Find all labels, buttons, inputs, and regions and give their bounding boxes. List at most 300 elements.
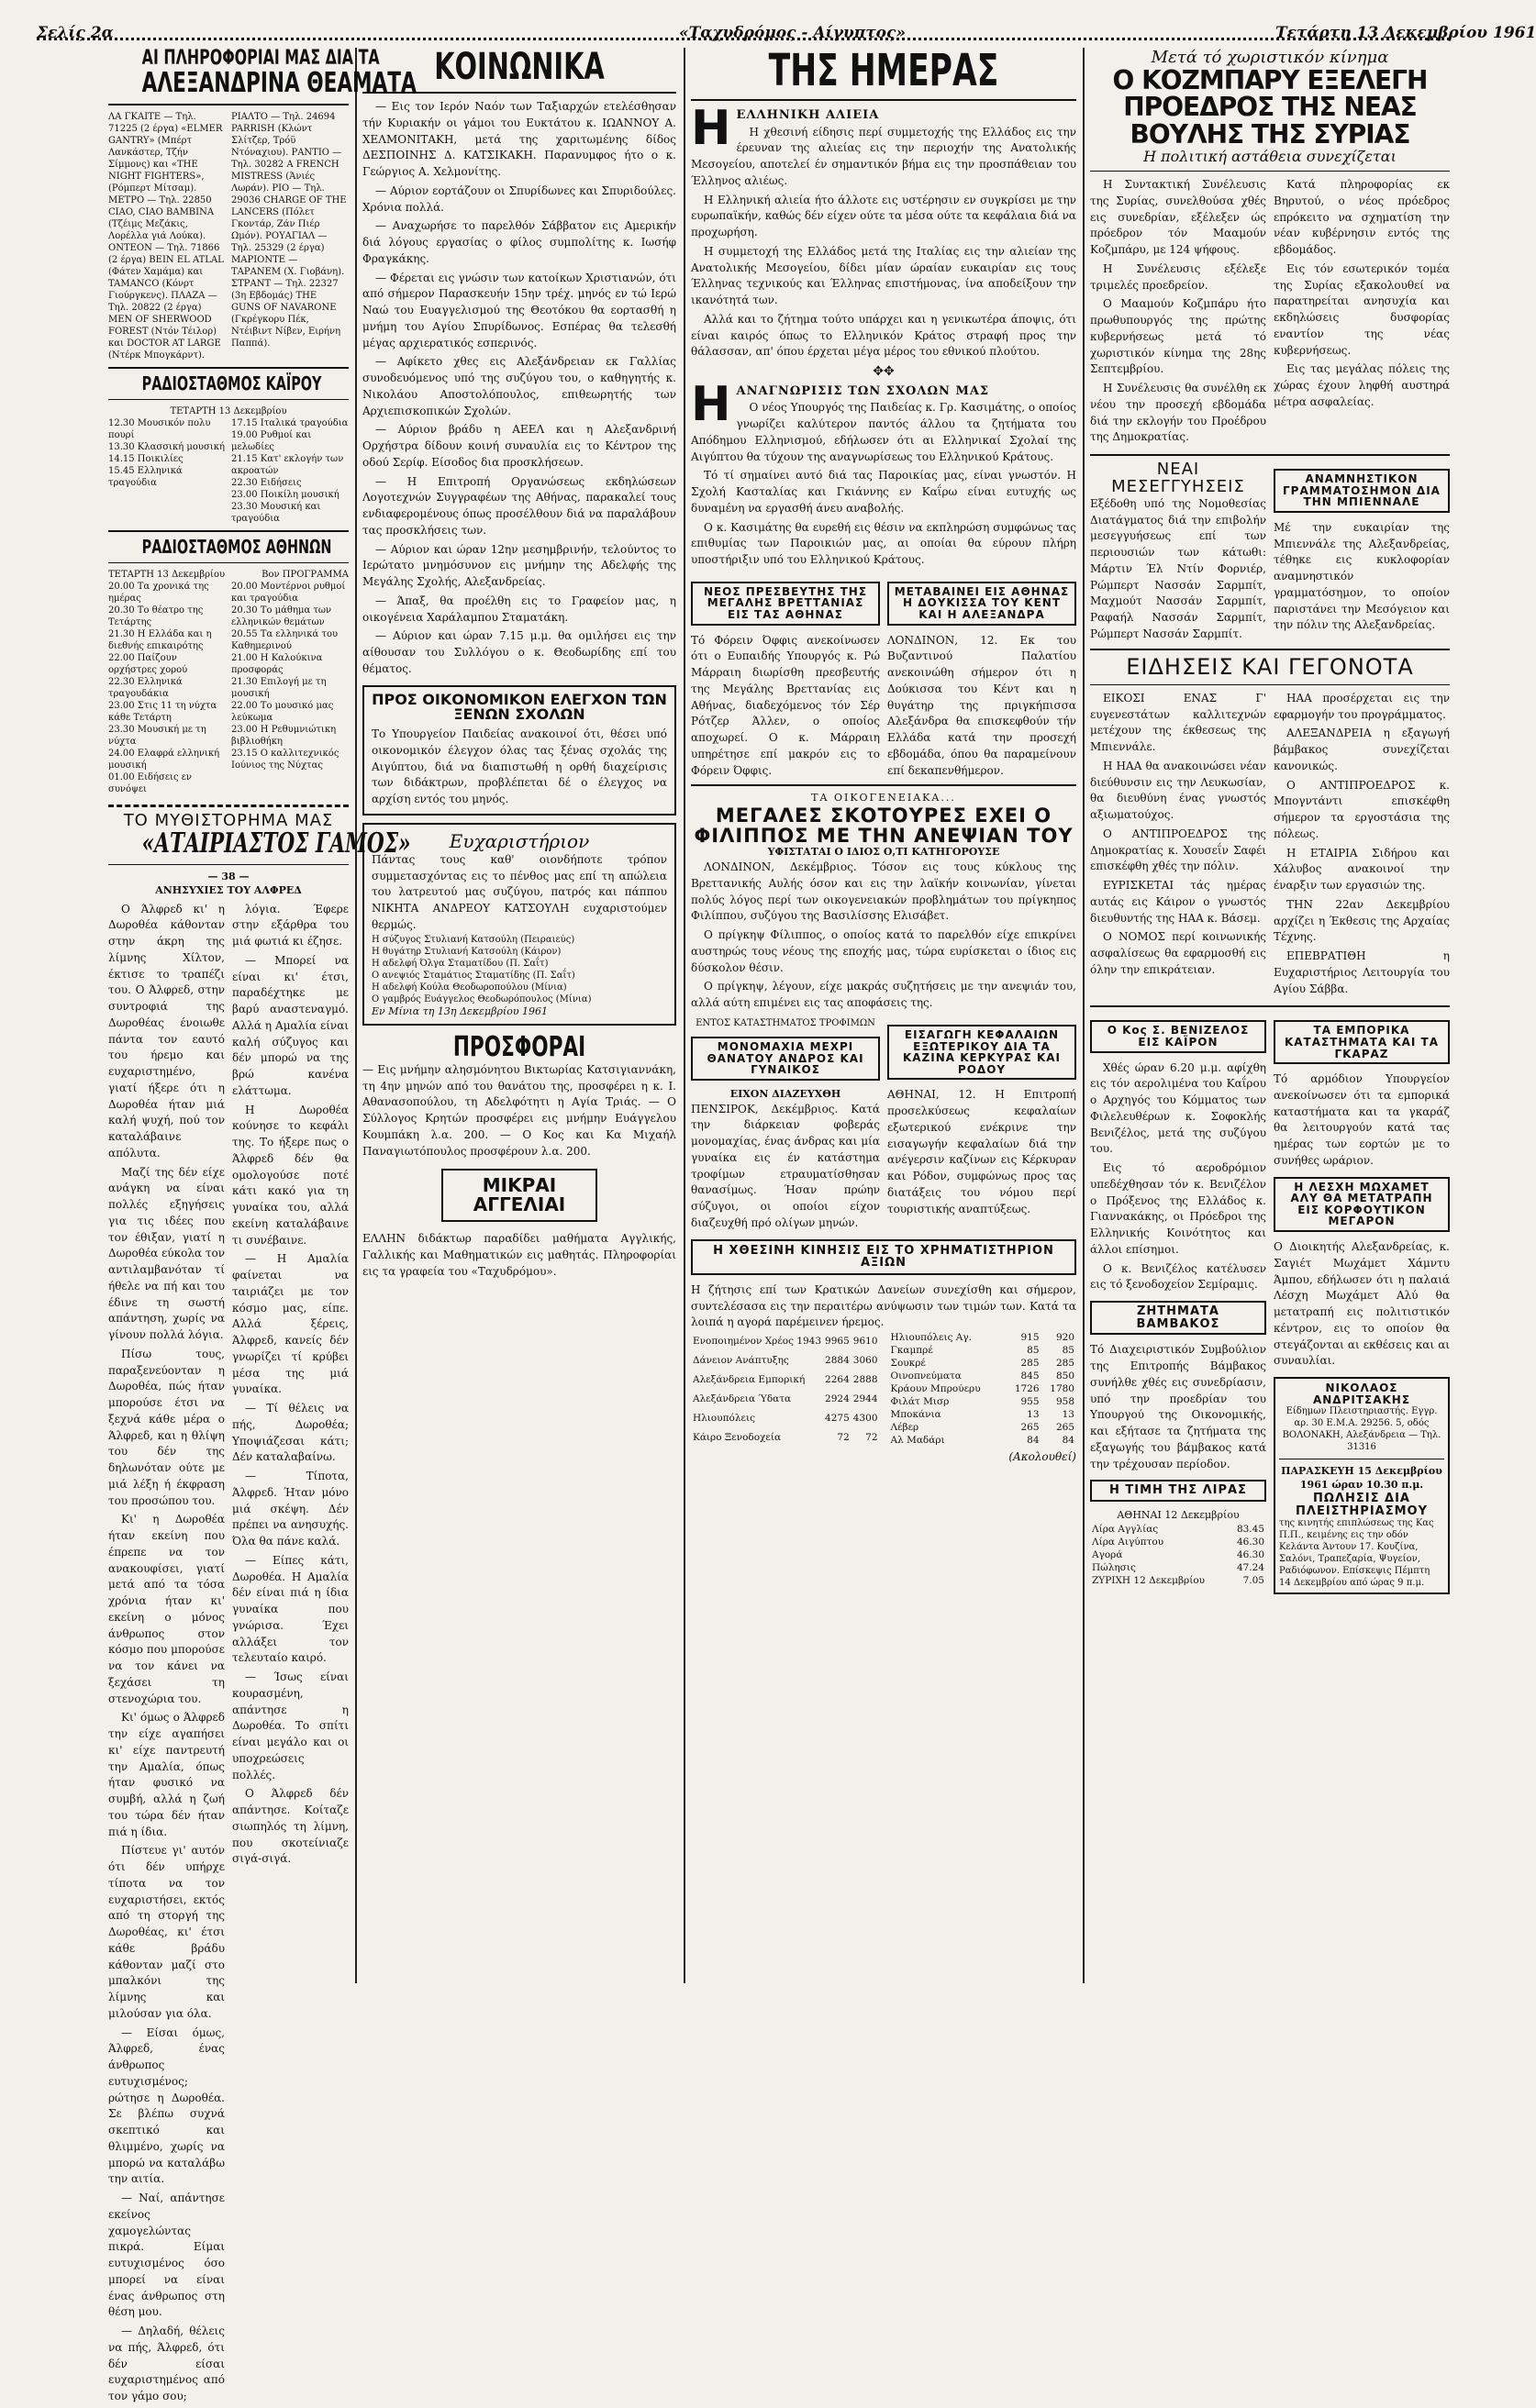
table-row: [1090, 1561, 1266, 1574]
thanks-signatory: Η σύζυγος Στυλιανή Κατσούλη (Πειραιεύς): [372, 934, 575, 945]
paragraph: — Αφίκετο χθες εις Αλεξάνδρειαν εκ Γαλλίας συνοδευόμενος υπό της συζύγου του, ο καθηγητής κ. Νικολάου Αποστολόπουλος, επιθεωρητής των Αρχιεπισκοπικών Σχολών.: [362, 355, 676, 417]
table-cell: 845: [1020, 1370, 1040, 1382]
small-ads-heading: ΜΙΚΡΑΙ ΑΓΓΕΛΙΑΙ: [473, 1174, 566, 1216]
schools-box: [362, 685, 676, 816]
thanks-box: [362, 823, 676, 1026]
paragraph: Κατά πληροφορίας εκ Βηρυτού, ο νέος πρόεδρος επρόκειτο να σχηματίση την νέαν κυβέρνησιν εντός της εβδομάδος.: [1274, 178, 1450, 257]
table-cell: Αλεξάνδρεια Εμπορική: [693, 1373, 806, 1385]
radio-program-item: 12.30 Μουσικόν πολυ πουρί: [108, 417, 211, 440]
paragraph: Ο Άλφρεδ δέν απάντησε. Κοίταζε σιωπηλός τη λίμνη, που σκοτείνιαζε σιγά-σιγά.: [232, 1787, 349, 1866]
stamp-text: Μέ την ευκαιρίαν της Μπιεννάλε της Αλεξανδρείας, τέθηκε εις κυκλοφορίαν αναμνηστικόν γραμματόσημον, το οποίον παριστάνει την Μεσόγειον και την πόλιν της Αλεξανδρείας.: [1274, 520, 1450, 632]
radio-program-item: 20.30 Το θέατρο της Τετάρτης: [108, 605, 204, 627]
venizelos-article: [1090, 1013, 1266, 1602]
table-cell: 85: [1027, 1345, 1040, 1357]
cairo-program-left: [108, 417, 226, 525]
column-divider: [1083, 48, 1085, 1983]
novel-part: — 38 —: [207, 870, 250, 882]
ambassador-article: [691, 574, 880, 780]
table-cell: 265: [1020, 1422, 1040, 1434]
athens-radio-program-label: Βον ΠΡΟΓΡΑΜΜΑ: [262, 569, 349, 580]
radio-program-item: 21.00 Η Καλούκινα προσφοράς: [231, 652, 323, 675]
cinema-heading-2: ΑΛΕΞΑΝΔΡΙΝΑ ΘΕΑΜΑΤΑ: [141, 67, 417, 100]
duchess-heading: ΜΕΤΑΒΑΙΝΕΙ ΕΙΣ ΑΘΗΝΑΣ Η ΔΟΥΚΙΣΣΑ ΤΟΥ ΚΕΝΤ ΚΑΙ Η ΑΛΕΞΑΝΔΡΑ: [894, 584, 1070, 622]
paragraph: Αλλά και το ζήτημα τούτο υπάρχει και η γενικωτέρα άποψις, ότι είναι καιρός όπως το Ελληνικόν Κράτος στραφή προς την θάλασσαν, απ' όπου έρχεται μέγα μέρος του εθνικού πλούτου.: [691, 312, 1076, 359]
paragraph: ΑΛΕΞΑΝΔΡΕΙΑ η εξαγωγή βάμβακος συνεχίζεται κανονικώς.: [1274, 727, 1450, 772]
table-cell: 46.30: [1236, 1536, 1264, 1548]
table-cell: Αλεξάνδρεια Ύδατα: [693, 1393, 792, 1404]
column-1: [108, 47, 417, 2403]
radio-program-item: 23.00 Η Ρεθυμνιώτικη βιβλιοθήκη: [231, 724, 337, 747]
table-row: [691, 1389, 880, 1408]
divider: [108, 864, 349, 865]
athens-radio-header: [108, 569, 349, 581]
table-row: [889, 1344, 1076, 1357]
paragraph: — Είπες κάτι, Δωροθέα. Η Αμαλία δέν είναι πιά η ίδια γυναίκα που γνώρισα. Έχει αλλάξει τον τελευταίο καιρό.: [232, 1553, 349, 1665]
table-cell: 46.30: [1236, 1548, 1264, 1560]
masthead-rule: [37, 38, 1450, 40]
paragraph: — Εις τον Ιερόν Ναόν των Ταξιαρχών ετελέσθησαν τήν Κυριακήν οι γάμοι του Ευκτάτου κ. ΙΩΑΝΝΟΥ Α. ΧΕΛΜΟΝΙΤΑΚΗ, μετά της χαριτωμένης δίδος ΔΕΣΠΟΙΝΗΣ Δ. ΚΑΤΣΙΚΑΚΗ. Παρανυμφος ήτο ο κ. Γεώργιος Α. Χελμονίτης.: [362, 100, 676, 178]
table-cell: 3060: [852, 1354, 878, 1366]
radio-program-item: 22.00 Παίζουν ορχήστρες χορού: [108, 652, 188, 675]
syria-body: [1090, 177, 1450, 449]
venizelos-text: [1090, 1060, 1266, 1294]
divider: [108, 399, 349, 400]
casino-box: [887, 1025, 1076, 1080]
paragraph: Εις τας μεγάλας πόλεις της χώρας έχουν ληφθή αυστηρά μέτρα ασφαλείας.: [1274, 362, 1450, 408]
casino-article: [887, 1017, 1076, 1232]
table-cell: 1726: [1014, 1383, 1040, 1395]
paragraph: — Μπορεί να είναι κι' έτσι, παραδέχτηκε με βαρύ αναστεναγμό. Αλλά η Αμαλία είναι καλή σύζυγος και δέν μπορώ να της βρώ κανένα ελάττωμα.: [232, 953, 349, 1097]
syria-text-left: [1090, 177, 1266, 449]
paragraph: — Αναχωρήσε το παρελθόν Σάββατον εις Αμερικήν διά λόγους εργασίας ο φίλος συμπολίτης κ. Ιωσήφ Φραγκάκης.: [362, 219, 676, 265]
column-4: [1090, 48, 1450, 1983]
philip-text: [691, 860, 1076, 1012]
table-cell: 4275: [825, 1412, 850, 1424]
news-text-left: [1090, 691, 1266, 1001]
ambassador-text: Τό Φόρειν Όφφις ανεκοίνωσεν ότι ο Ευπαιδής Υπουργός κ. Ρώ Μάρραιη διωρίσθη πρεσβευτής της Μεγάλης Βρεττανίας εις Αθήνας, διαδεχόμενος τόν Σέρ Ρότζερ Άλλεν, ο οποίος αποχωρεί. Ο κ. Μάρραιη υπηρέτησε επί μακρόν εις το Φόρειν Όφφις.: [691, 633, 880, 777]
radio-program-item: 23.00 Στις 11 τη νύχτα κάθε Τετάρτη: [108, 700, 217, 723]
table-cell: 285: [1020, 1358, 1040, 1370]
table-cell: Λίρα Αιγύπτου: [1092, 1536, 1164, 1548]
table-cell: 72: [865, 1431, 878, 1443]
duel-kicker: ΕΝΤΟΣ ΚΑΤΑΣΤΗΜΑΤΟΣ ΤΡΟΦΙΜΩΝ: [696, 1017, 875, 1028]
paragraph: — Φέρεται εις γνώσιν των κατοίκων Χριστιανών, ότι από σήμερον Παρασκευήν 15ην τρέχ. μηνός εν τώ Ιερώ Ναώ του Ευαγγελισμού της Θεοτόκου θα εορτασθή η μνήμη του Αγίου Σπυρίδωνος. Εσπέρας θα τελεσθή μέγας αρχιερατικός εσπερινός.: [362, 271, 676, 350]
radio-program-item: 21.30 Επιλογή με τη μουσική: [231, 676, 327, 699]
cinema-list-left: ΛΑ ΓΚΑΙΤΕ — Τηλ. 71225 (2 έργα) «ELMER GANTRY» (Μπέρτ Λανκάστερ, Τζήν Σίμμονς) και «THE NIGHT FIGHTERS», (Ρόμπερτ Μίτσαμ). ΜΕΤΡΟ — Τηλ. 22850 CIAO, CIAO BAMBINA (Τζέιμς Μεζάκις, Λορέλλα γιά Λούκα). ΟΝΤΕΟΝ — Τηλ. 71866 (2 έργα) BEIN EL ATLAL (Φάτεν Χαμάμα) και TAMANCO (Κόνρτ Γιούργκενς). ΠΛΑΖΑ — Τηλ. 20822 (2 έργα) MEN OF SHERWOOD FOREST (Ντόν Τέιλορ) και DOCTOR AT LARGE (Ντέρκ Μπογκάρντ).: [108, 111, 224, 361]
bourse-heading: Η ΧΘΕΣΙΝΗ ΚΙΝΗΣΙΣ ΕΙΣ ΤΟ ΧΡΗΜΑΤΙΣΤΗΡΙΟΝ ΑΞΙΩΝ: [713, 1243, 1054, 1271]
duel-heading: ΜΟΝΟΜΑΧΙΑ ΜΕΧΡΙ ΘΑΝΑΤΟΥ ΑΝΔΡΟΣ ΚΑΙ ΓΥΝΑΙΚΟΣ: [707, 1039, 864, 1077]
greek-fishery-article: [691, 101, 1076, 361]
table-cell: 958: [1055, 1396, 1074, 1408]
table-cell: 1780: [1050, 1383, 1074, 1395]
duchess-text: ΛΟΝΔΙΝΟΝ, 12. Εκ του Βυζαντινού Παλατίου ανεκοινώθη σήμερον ότι η Δούκισσα του Κέντ και η θυγάτηρ της πριγκήπισσα Αλεξάνδρα θα επισκεφθούν τήν Ελλάδα κατά την προσεχή εβδομάδα, όπου θα παραμείνουν επί δεκαπενθήμερον.: [887, 633, 1076, 777]
table-cell: 9610: [852, 1335, 878, 1347]
bourse-table-left: [691, 1331, 880, 1447]
novel-body: [108, 902, 349, 2408]
schools-recognition-heading: ΑΝΑΓΝΩΡΙΣΙΣ ΤΩΝ ΣΧΟΛΩΝ ΜΑΣ: [736, 384, 990, 399]
table-cell: Πώλησις: [1092, 1561, 1136, 1573]
paragraph: Η συμμετοχή της Ελλάδος μετά της Ιταλίας εις την αλιείαν της Ανατολικής Μεσογείου, δίδει μίαν ώραίαν ευκαιρίαν εις τους Έλληνας τεχνικούς και Έλληνας επιστήμονας, ίνα αποδείξουν την ικανότητά των.: [691, 244, 1076, 307]
table-cell: Σουκρέ: [890, 1358, 926, 1370]
thanks-signatory: Ο γαμβρός Ευάγγελος Θεοδωρόπουλος (Μίνια): [372, 993, 592, 1004]
thanks-heading: Ευχαριστήριον: [449, 829, 590, 852]
table-cell: Λέβερ: [890, 1422, 919, 1434]
paragraph: Εις τό αεροδρόμιον υπεδέχθησαν τόν κ. Βενιζέλον ο Πρόξενος της Ελλάδος κ. Γιαννακάκης, οι Πρόεδροι της Ελληνικής Κοινότητος και άλλοι επίσημοι.: [1090, 1161, 1266, 1256]
duchess-article: [887, 574, 1076, 780]
table-row: [691, 1350, 880, 1370]
athens-program-left: [108, 581, 226, 795]
radio-program-item: 20.55 Τα ελληνικά του Καθημερινού: [231, 628, 339, 651]
table-row: [889, 1395, 1076, 1408]
ornament: ✥✥: [873, 364, 895, 380]
divider: [1090, 454, 1450, 456]
news-body: [1090, 691, 1450, 1001]
radio-program-item: 14.15 Ποικιλίες: [108, 453, 184, 464]
schools-recognition-article: [691, 377, 1076, 569]
paragraph: Ο κ. Βενιζέλος κατέλυσεν εις τό ξενοδοχείον Σεμίραμις.: [1090, 1261, 1266, 1292]
paragraph: Η Ελληνική αλιεία ήτο άλλοτε εις υστέρησιν εν συγκρίσει με την ευρωπαϊκήν, καθώς δέν είχεν ούτε τα μέσα ούτε τα κεφάλαια διά να προχωρήση.: [691, 193, 1076, 239]
paragraph: — Δηλαδή, θέλεις να πής, Άλφρεδ, ότι δέν είσαι ευχαριστημένος από τον γάμο σου;: [108, 2325, 225, 2403]
athens-radio-program: [108, 581, 349, 795]
thanks-signatory: Η αδελφή Όλγα Σταματίδου (Π. Σαΐτ): [372, 958, 549, 969]
casino-text: ΑΘΗΝΑΙ, 12. Η Επιτροπή προσελκύσεως κεφαλαίων εξωτερικού ενέκρινε την εισαγωγήν κεφαλαίων διά την ανέγερσιν καζίνων εις Κέρκυραν και Ρόδον, συμφώνως προς τας διατάξεις του νόμου περί τουριστικής αναπτύξεως.: [887, 1088, 1076, 1215]
divider: [108, 805, 349, 807]
table-row: [691, 1408, 880, 1427]
table-cell: 4300: [852, 1412, 878, 1424]
auction-heading: ΠΩΛΗΣΙΣ ΔΙΑ ΠΛΕΙΣΤΗΡΙΑΣΜΟΥ: [1296, 1491, 1428, 1518]
cinema-listings: [108, 111, 349, 361]
table-cell: Κράουν Μπρούερυ: [890, 1383, 981, 1395]
table-cell: 2884: [825, 1354, 850, 1366]
paragraph: — Η Αμαλία φαίνεται να ταιριάζει με τον κόσμο μας, είπε. Αλλά ξέρεις, Άλφρεδ, κανείς δέν γνωρίζει τί κρύβει μέσα της μιά γυναίκα.: [232, 1252, 349, 1396]
ambassador-box: [691, 582, 880, 626]
paragraph: ΕΙΚΟΣΙ ΕΝΑΣ Γ' ευγενεστάτων καλλιτεχνών μετέχουν της έκθεσεως της Μπιεννάλε.: [1090, 691, 1266, 754]
paragraph: — Άπαξ, θα προέλθη εις το Γραφείον μας, η οικογένεια Χαράλαμπου Σταματάκη.: [362, 594, 676, 624]
table-row: [889, 1408, 1076, 1421]
table-cell: 83.45: [1236, 1523, 1264, 1535]
schools-recognition-text: [691, 400, 1076, 569]
table-cell: Μποκάνια: [890, 1409, 941, 1421]
table-cell: Αλ Μαδάρι: [890, 1435, 945, 1447]
table-row: [691, 1331, 880, 1350]
duel-box: [691, 1037, 880, 1081]
radio-program-item: 20.00 Τα χρονικά της ημέρας: [108, 581, 209, 604]
table-row: [691, 1427, 880, 1447]
two-box-row: [1090, 461, 1450, 643]
athens-radio-heading: ΡΑΔΙΟΣΤΑΘΜΟΣ ΑΘΗΝΩΝ: [141, 535, 332, 558]
cotton-box: [1090, 1301, 1266, 1335]
table-row: [1090, 1548, 1266, 1561]
auction-agent-details: Είδημων Πλειστηριαστής. Εγγρ. αρ. 30 Ε.Μ.Α. 29256. 5, οδός ΒΟΛΟΝΑΚΗ, Αλεξάνδρεια — Τηλ. 31316: [1282, 1406, 1441, 1453]
cairo-radio-heading: ΡΑΔΙΟΣΤΑΘΜΟΣ ΚΑΪΡΟΥ: [141, 372, 322, 394]
lira-heading: Η ΤΙΜΗ ΤΗΣ ΛΙΡΑΣ: [1109, 1483, 1247, 1498]
radio-program-item: 20.00 Μοντέρνοι ρυθμοί και τραγούδια: [231, 581, 346, 604]
novel-subtitle: ΑΝΗΣΥΧΙΕΣ ΤΟΥ ΑΛΦΡΕΔ: [155, 883, 302, 896]
radio-program-item: 15.45 Ελληνικά τραγούδια: [108, 465, 183, 488]
table-cell: Κάιρο Ξενοδοχεία: [693, 1431, 782, 1443]
table-cell: Οινοπνεύματα: [890, 1370, 962, 1382]
radio-program-item: 22.30 Ελληνικά τραγουδάκια: [108, 676, 183, 699]
offerings-heading: ΠΡΟΣΦΟΡΑΙ: [452, 1031, 586, 1064]
divider: [108, 367, 349, 369]
paper-name: «Ταχυδρόμος - Αίγυπτος»: [679, 24, 906, 42]
table-cell: 2944: [852, 1393, 878, 1404]
radio-program-item: 19.00 Ρυθμοί και μελωδίες: [231, 429, 312, 452]
table-row: [889, 1331, 1076, 1344]
paragraph: Κι' η Δωροθέα ήταν εκείνη που έπρεπε να τον ανακουφίσει, γιατί μετά από τα τόσα χρόνια ήταν κι' εκείνη ο μόνος άνθρωπος στον κόσμο που μπορούσε να τον κάνει να ξεχάσει τη στενοχώρια του.: [108, 1513, 225, 1705]
cotton-text: Τό Διαχειριστικόν Συμβούλιον της Επιτροπής Βάμβακος συνήλθε χθές εις συνεδρίασιν, υπό την προεδρίαν του Υπουργού της Οικονομικής, και εξήτασε τα ζητήματα της εξαγωγής του βάμβακος κατά την τρέχουσαν περίοδον.: [1090, 1343, 1266, 1470]
paragraph: — Τίποτα, Άλφρεδ. Ήταν μόνο μιά σκέψη. Δέν πρέπει να ανησυχής. Όλα θα πάνε καλά.: [232, 1470, 349, 1548]
mohammed-text: Ο Διοικητής Αλεξανδρείας, κ. Σαγιέτ Μωχάμετ Χάμντυ Άμπου, εδήλωσεν ότι η παλαιά Λέσχη Μωχάμετ Αλύ θα μετατραπή εις πολιτιστικόν κέντρον, εις το οποίον θα στεγάζονται αι εκθέσεις και αι συναυλίαι.: [1274, 1240, 1450, 1368]
paragraph: Ο πρίγκηψ Φίλιππος, ο οποίος κατά το παρελθόν είχε επικρίνει αυστηρώς τους νέους της εποχής μας, τώρα ευρίσκεται ο ίδιος εις δύσκολον θέσιν.: [691, 928, 1076, 974]
table-cell: 47.24: [1236, 1561, 1264, 1573]
table-row: [889, 1370, 1076, 1382]
syria-text-right: [1274, 177, 1450, 449]
radio-program-item: 23.30 Μουσική με τη νύχτα: [108, 724, 206, 747]
trade-heading: ΤΑ ΕΜΠΟΡΙΚΑ ΚΑΤΑΣΤΗΜΑΤΑ ΚΑΙ ΤΑ ΓΚΑΡΑΖ: [1284, 1024, 1440, 1060]
greek-fishery-text: [691, 125, 1076, 361]
duchess-box: [887, 582, 1076, 626]
table-cell: Ηλιουπόλεις Αγ.: [890, 1332, 972, 1344]
paragraph: Εις τόν εσωτερικόν τομέα της Συρίας εξακολουθεί να παρατηρείται ανησυχία και εκδηλώσεις δυσφορίας εναντίον της νέας κυβερνήσεως.: [1274, 261, 1450, 357]
radio-program-item: 23.30 Μουσική και τραγούδια: [231, 501, 321, 524]
schools-text: Το Υπουργείον Παιδείας ανακοινοί ότι, θέσει υπό οικονομικόν έλεγχον όλας τας ξένας σχολάς της Αιγύπτου, διά να διαπιστωθή η ορθή διαχείρισις των διδάκτρων, προβλέπεται δέ ο έλεγχος να αρχίση εντός του μηνός.: [372, 727, 667, 806]
two-news-row-2: [691, 1017, 1076, 1232]
radio-program-item: 23.15 Ο καλλιτεχνικός Ιούνιος της Νύχτας: [231, 748, 339, 771]
table-row: [889, 1434, 1076, 1447]
radio-program-item: 22.30 Ειδήσεις: [231, 477, 302, 488]
small-ads-text: ΕΛΛΗΝ διδάκτωρ παραδίδει μαθήματα Αγγλικής, Γαλλικής και Μαθηματικών εις μαθητάς. Πληροφορίαι εις τα γραφεία του «Ταχυδρόμου».: [362, 1232, 676, 1278]
news-heading: ΕΙΔΗΣΕΙΣ ΚΑΙ ΓΕΓΟΝΟΤΑ: [1126, 653, 1414, 680]
table-row: [889, 1421, 1076, 1434]
paragraph: Η Συνέλευσις εξέλεξε τριμελές προεδρείον.: [1090, 261, 1266, 292]
table-cell: 7.05: [1242, 1574, 1264, 1586]
bourse-box: [691, 1239, 1076, 1275]
column-2: [362, 48, 676, 1983]
table-cell: 285: [1055, 1358, 1074, 1370]
paragraph: Η Δωροθέα κούνησε το κεφάλι της. Το ήξερε πως ο Άλφρεδ δέν θα ομολογούσε ποτέ κάτι κακό για τη γυναίκα του, αλλά εκείνη καταλάβαινε τι συνέβαινε.: [232, 1103, 349, 1247]
dropcap: Η: [691, 377, 731, 433]
news-text-right: [1274, 691, 1450, 1001]
paragraph: — Αύριον και ώραν 12ην μεσημβρινήν, τελούντος το Ιερώτατο μνημόσυνον εις μνήμην της Αδελφής της Μεγάλης Σχολής, Αλεξανδρείας.: [362, 542, 676, 588]
table-cell: 955: [1020, 1396, 1040, 1408]
cairo-radio-day: ΤΕΤΑΡΤΗ 13 Δεκεμβρίου: [170, 405, 287, 416]
social-heading: ΚΟΙΝΩΝΙΚΑ: [434, 46, 605, 88]
table-row: [691, 1370, 880, 1389]
family-kicker: ΤΑ ΟΙΚΟΓΕΝΕΙΑΚΑ...: [811, 792, 956, 805]
paragraph: — Ίσως είναι κουρασμένη, απάντησε η Δωροθέα. Το σπίτι είναι μεγάλο και οι υποχρεώσεις πολλές.: [232, 1670, 349, 1781]
stamp-article: [1274, 461, 1450, 643]
paragraph: Ο ΝΟΜΟΣ περί κοινωνικής ασφαλίσεως θα εφαρμοσθή εις όλην την επικράτειαν.: [1090, 930, 1266, 976]
paragraph: ΕΥΡΙΣΚΕΤΑΙ τάς ημέρας αυτάς εις Κάιρον ο γνωστός διευθυντής της ΗΑΑ κ. Βάσεμ.: [1090, 879, 1266, 925]
paragraph: — Είσαι όμως, Άλφρεδ, ένας άνθρωπος ευτυχισμένος; ρώτησε η Δωροθέα. Σε βλέπω συχνά σκεπτικό και θλιμμένο, χωρίς να μπορώ να καταλάβω την αιτία.: [108, 2025, 225, 2186]
divider: [108, 530, 349, 532]
table-cell: Αγορά: [1092, 1548, 1123, 1560]
continued-note: (Ακολουθεί): [1008, 1450, 1076, 1464]
offerings-text: — Εις μνήμην αλησμόνητου Βικτωρίας Κατσιγιαννάκη, τη 4ην μηνών από του θανάτου της, προσφέρει η κ. Ι. Αθανασοπούλου, τη Αδελφότητι η Αγία Τριάς. — Ο Σύλλογος Κρητών προσφέρει εις μνήμην Ευάγγελου Κουμπάκη λ.α. 200. — Ο Κος και Κα Μιχαήλ Παναγιωτόπουλος προσφέρουν λ.α. 200.: [362, 1062, 676, 1158]
sequestration-heading: ΝΕΑΙ ΜΕΣΕΓΓΥΗΣΕΙΣ: [1111, 460, 1245, 497]
table-cell: 915: [1020, 1332, 1040, 1344]
table-cell: 84: [1062, 1435, 1074, 1447]
paragraph: Μαζί της δέν είχε ανάγκη να είναι πολλές εξηγήσεις για τις ιδέες που τον έθιξαν, γιατί η Δωροθέα εύκολα τον αντιλαμβανόταν τί ήθελε να πή και του έδινε τη σωστή απάντηση, χωρίς να γίνουν πολλά λόγια.: [108, 1165, 226, 1342]
table-cell: Φιλάτ Μισρ: [890, 1396, 950, 1408]
table-cell: Ενοποιημένον Χρέος 1943: [693, 1335, 822, 1347]
paragraph: Η Συνέλευσις θα συνέλθη εκ νέου την προσεχή εβδομάδα διά την εκλογήν του Προέδρου της Δημοκρατίας.: [1090, 382, 1266, 444]
schools-heading: ΠΡΟΣ ΟΙΚΟΝΟΜΙΚΟΝ ΕΛΕΓΧΟΝ ΤΩΝ ΞΕΝΩΝ ΣΧΟΛΩΝ: [372, 690, 667, 724]
table-cell: Ηλιουπόλεις: [693, 1412, 755, 1424]
table-cell: Γκαμπρέ: [890, 1345, 933, 1357]
table-row: [1090, 1523, 1266, 1536]
venizelos-box: [1090, 1020, 1266, 1052]
lower-row: [1090, 1013, 1450, 1602]
mohammed-heading: Η ΛΕΣΧΗ ΜΩΧΑΜΕΤ ΑΛΥ ΘΑ ΜΕΤΑΤΡΑΠΗ ΕΙΣ ΚΟΡΦΟΥΤΙΚΟΝ ΜΕΓΑΡΟΝ: [1290, 1180, 1433, 1228]
paragraph: ΤΗΝ 22αν Δεκεμβρίου αρχίζει η Έκθεσις της Αρχαίας Τέχνης.: [1274, 897, 1450, 944]
column-3: [691, 45, 1076, 1983]
divider: [691, 99, 1076, 101]
novel-text-left: [108, 902, 225, 2408]
philip-heading: ΜΕΓΑΛΕΣ ΣΚΟΤΟΥΡΕΣ ΕΧΕΙ Ο ΦΙΛΙΠΠΟΣ ΜΕ ΤΗΝ ΑΝΕΨΙΑΝ ΤΟΥ: [694, 805, 1074, 848]
stamp-box: [1274, 469, 1450, 513]
paragraph: ΗΑΑ προσέρχεται εις την εφαρμογήν του προγράμματος.: [1274, 691, 1450, 721]
bourse-table-right: [889, 1331, 1076, 1447]
trade-text: Τό αρμόδιον Υπουργείον ανεκοίνωσεν ότι τα εμπορικά καταστήματα και τα γκαράζ θα λειτουργούν κατά τας ημέρας των εορτών με το συνήθες ωράριον.: [1274, 1072, 1450, 1167]
divider: [1090, 171, 1450, 172]
paragraph: — Αύριον και ώραν 7.15 μ.μ. θα ομιλήσει εις την αίθουσαν του Συλλόγου ο κ. Θεοδωρίδης επί του θέματος.: [362, 629, 676, 675]
divider: [1090, 649, 1450, 650]
thanks-signatory: Ο ανεψιός Σταμάτιος Σταματίδης (Π. Σαΐτ): [372, 970, 575, 981]
radio-program-item: 17.15 Ιταλικά τραγούδια: [231, 417, 349, 428]
table-cell: 2264: [825, 1373, 850, 1385]
thanks-signatory: Η θυγάτηρ Στυλιανή Κατσούλη (Κάιρον): [372, 946, 562, 957]
duel-subheading: ΕΙΧΟΝ ΔΙΑΖΕΥΧΘΗ: [729, 1087, 841, 1100]
column-divider: [355, 48, 357, 1983]
paragraph: ΕΠΕΒΡΑΤΙΘΗ η Ευχαριστήριος Λειτουργία του Αγίου Σάββα.: [1274, 949, 1450, 995]
paragraph: Ο ΑΝΤΙΠΡΟΕΔΡΟΣ της Δημοκρατίας κ. Χουσεΐν Σαφέι επισκέφθη χθές την πόλιν.: [1090, 827, 1266, 873]
bourse-text: Η ζήτησις επί των Κρατικών Δανείων συνεχίσθη και σήμερον, συντελέσασα εις την περαιτέρω ανύψωσιν των τιμών των. Κατά τα λοιπά η αγορά παρέμεινεν ήρεμος.: [691, 1282, 1076, 1329]
paragraph: λόγια. Έφερε στην εξάρθρα του μιά φωτιά κι έζησε.: [232, 902, 349, 949]
divider: [691, 784, 1076, 786]
divider: [108, 562, 349, 563]
table-cell: 13: [1062, 1409, 1074, 1421]
right-stack: [1274, 1013, 1450, 1602]
table-cell: 920: [1055, 1332, 1074, 1344]
table-cell: 13: [1027, 1409, 1040, 1421]
paragraph: Ο κ. Κασιμάτης θα ευρεθή εις θέσιν να εκπληρώση συμφώνως τας επιθυμίας των Παροικιών μας, αι οποίαι θα εύρουν πλήρη υποστήριξιν υπό του Ελληνικού Κράτους.: [691, 520, 1076, 567]
radio-program-item: 21.15 Κατ' εκλογήν των ακροατών: [231, 453, 344, 476]
paragraph: Τό τί σημαίνει αυτό διά τας Παροικίας μας, είναι γνωστόν. Η Σχολή Κασταλίας και Γκιάννης εν Καΐρω είναι ευτυχής ως δυναμένη να εργασθή άνευ αναβολής.: [691, 469, 1076, 515]
radio-program-item: 13.30 Κλασσική μουσική: [108, 441, 225, 452]
paragraph: — Τί θέλεις να πής, Δωροθέα; Υποψιάζεσαι κάτι; Δέν καταλαβαίνω.: [232, 1402, 349, 1464]
mohammed-box: [1274, 1177, 1450, 1232]
lira-place: ΑΘΗΝΑΙ 12 Δεκεμβρίου: [1117, 1509, 1240, 1521]
auction-date: ΠΑΡΑΣΚΕΥΗ 15 Δεκεμβρίου 1961 ώραν 10.30 π.μ.: [1281, 1465, 1442, 1492]
table-cell: 9965: [825, 1335, 850, 1347]
duel-article: [691, 1017, 880, 1232]
of-the-day-banner: ΤΗΣ ΗΜΕΡΑΣ: [768, 45, 999, 96]
social-news: [362, 99, 676, 678]
cinema-list-right: ΡΙΑΛΤΟ — Τηλ. 24694 PARRISH (Κλώντ Σλίτζερ, Τρόϋ Ντόναχιου). ΡΑΝΤΙΟ — Τηλ. 30282 A FRENCH MISTRESS (Άνιές Λωράν). ΡΙΟ — Τηλ. 29036 CHARGE OF THE LANCERS (Πόλετ Γκοντάρ, Ζάν Πιέρ Ωμόν). ΡΟΥΑΓΙΑΛ — Τηλ. 25329 (2 έργα) ΜΑΡΙΟΝΤΕ — ΤΑΡΑΝΕΜ (Χ. Γιοβάνη). ΣΤΡΑΝΤ — Τηλ. 22327 (3η Εβδομάς) THE GUNS OF NAVARONE (Γκρέγκορυ Πέκ, Ντέιβιντ Νίβεν, Ειρήνη Παππά).: [231, 111, 347, 349]
table-cell: 85: [1062, 1345, 1074, 1357]
table-cell: 2888: [852, 1373, 878, 1385]
table-cell: 265: [1055, 1422, 1074, 1434]
ambassador-heading: ΝΕΟΣ ΠΡΕΣΒΕΥΤΗΣ ΤΗΣ ΜΕΓΑΛΗΣ ΒΡΕΤΤΑΝΙΑΣ ΕΙΣ ΤΑΣ ΑΘΗΝΑΣ: [703, 584, 868, 622]
duel-text: ΠΕΝΣΙΡΟΚ, Δεκέμβριος. Κατά την διάρκειαν φοβεράς μονομαχίας, ένας άνδρας και μία γυναίκα εις έν κατάστημα τροφίμων ετραυματίσθησαν θανασίμως. Ήσαν πρώην σύζυγοι, οι οποίοι είχον διαζευχθή πρό ολίγων μηνών.: [691, 1102, 880, 1229]
table-cell: 84: [1027, 1435, 1040, 1447]
cairo-program-right: [231, 417, 349, 525]
greek-fishery-heading: ΕΛΛΗΝΙΚΗ ΑΛΙΕΙΑ: [736, 108, 880, 123]
paragraph: Η ΕΤΑΙΡΙΑ Σιδήρου και Χάλυβος ανακοινοί την έναρξιν των εργασιών της.: [1274, 846, 1450, 893]
paragraph: — Ναί, απάντησε εκείνος χαμογελώντας πικρά. Είμαι ευτυχισμένος όσο μπορεί να είναι ένας άνθρωπος στη θέση μου.: [108, 2192, 225, 2319]
novel-label: ΤΟ ΜΥΘΙΣΤΟΡΗΜΑ ΜΑΣ: [123, 810, 334, 830]
paragraph: Ο νέος Υπουργός της Παιδείας κ. Γρ. Κασιμάτης, ο οποίος γνωρίζει καλύτερον παντός άλλου τα ζητήματα του Απόδημου Ελληνισμού, εδήλωσεν ότι αι Ελληνικαί Σχολαί της Αιγύπτου θα τύχουν της αναγνωρίσεως του Ελληνικού Κράτους.: [691, 401, 1076, 463]
divider: [1090, 684, 1450, 685]
issue-date: Τετάρτη 13 Δεκεμβρίου 1961: [1275, 24, 1536, 42]
paragraph: Ο Άλφρεδ κι' η Δωροθέα κάθονταν στην άκρη της λίμνης Χίλτον, έκτισε το τραπέζι του. Ο Άλφρεδ, στην συντροφιά της Δωροθέας ένοιωθε πάντα τον εαυτό του ήρεμο και ευχαριστημένο, γιατί ήξερε ότι η Δωροθέα ήταν μιά καλή ψυχή, πού τον καταλάβαινε απόλυτα.: [108, 902, 225, 1160]
paragraph: Η χθεσινή είδησις περί συμμετοχής της Ελλάδος εις την έρευναν της αλιείας εις την περιοχήν της Ανατολικής Μεσογείου, αποτελεί έν σημαντικόν βήμα εις την προσπάθειαν του Έλληνος αλιέως.: [691, 125, 1076, 187]
paragraph: — Η Επιτροπή Οργανώσεως εκδηλώσεων Λογοτεχνών Συγγραφέων της Αθήνας, παρακαλεί τους ενδιαφερομένους όπως προσέλθουν διά να παραλάβουν τας προσκλήσεις των.: [362, 474, 676, 537]
dropcap: Η: [691, 101, 731, 157]
paragraph: Ο Μααμούν Κοζμπάρυ ήτο πρωθυπουργός της πρώτης κυβερνήσεως μετά τό χωριστικόν κίνημα της 28ης Σεπτεμβρίου.: [1090, 297, 1266, 376]
divider: [108, 104, 349, 105]
thanks-date: Εν Μίνια τη 13η Δεκεμβρίου 1961: [372, 1004, 549, 1017]
masthead: [37, 24, 1536, 44]
table-row: [889, 1357, 1076, 1370]
paragraph: Ο ΑΝΤΙΠΡΟΕΔΡΟΣ κ. Μπογντάντι επισκέφθη σήμερον τα εργοστάσια της πόλεως.: [1274, 778, 1450, 840]
novel-title: «ΑΤΑΙΡΙΑΣΤΟΣ ΓΑΜΟΣ»: [141, 827, 411, 860]
two-news-row: [691, 574, 1076, 780]
table-cell: ΖΥΡΙΧΗ 12 Δεκεμβρίου: [1092, 1574, 1206, 1586]
small-ads-box: [441, 1169, 597, 1222]
lira-table: [1090, 1523, 1266, 1587]
paragraph: Πίστευε γι' αυτόν ότι δέν υπήρχε τίποτα να τον ευχαριστήσει, εκτός από τη στοργή της Δωροθέας, κι' έτσι κάθε βράδυ κάθονταν μαζί στο μπαλκόνι της λίμνης και μιλούσαν για όλα.: [108, 1844, 225, 2020]
casino-heading: ΕΙΣΑΓΩΓΗ ΚΕΦΑΛΑΙΩΝ ΕΞΩΤΕΡΙΚΟΥ ΔΙΑ ΤΑ ΚΑΖΙΝΑ ΚΕΡΚΥΡΑΣ ΚΑΙ ΡΟΔΟΥ: [902, 1027, 1062, 1076]
paragraph: Κι' όμως ο Άλφρεδ την είχε αγαπήσει κι' είχε παντρευτή την Αμαλία, όπως ήταν φυσικό να συμβή, αλλά η ζωή του τώρα δέν ήταν πιά η ίδια.: [108, 1711, 225, 1838]
sequestration-text: Εξέδοθη υπό της Νομοθεσίας Διατάγματος διά την επιβολήν μεσεγγυήσεως επί των περιουσιών των κάτωθι: Μάρτιν Έλ Ντίν Φορνιέρ, Ρώμπερτ Νασσάν Σαρμπίτ, Μαχμούτ Νασσάν Σαρμπίτ, Ραφαήλ Νασσάν Σαρμπίτ, Ρώμπερτ Νασσάν Σαρμπίτ.: [1090, 496, 1266, 640]
syria-heading: Ο ΚΟΖΜΠΑΡΥ ΕΞΕΛΕΓΗ ΠΡΟΕΔΡΟΣ ΤΗΣ ΝΕΑΣ ΒΟΥΛΗΣ ΤΗΣ ΣΥΡΙΑΣ: [1112, 65, 1428, 150]
radio-program-item: 21.30 Η Ελλάδα και η διεθνής επικαιρότης: [108, 628, 212, 651]
philip-subheading: ΥΦΙΣΤΑΤΑΙ Ο ΙΔΙΟΣ Ο,ΤΙ ΚΑΤΗΓΟΡΟΥΣΕ: [767, 846, 1000, 859]
paragraph: Ο πρίγκηψ, λέγουν, είχε μακράς συζητήσεις με την ανεψιάν του, αλλά αύτη επιμένει εις τας αποφάσεις της.: [691, 980, 1076, 1010]
radio-program-item: 20.30 Το μάθημα των ελληνικών θεμάτων: [231, 605, 332, 627]
table-row: [889, 1382, 1076, 1395]
paragraph: Πίσω τους, παραξενεύονταν η Δωροθέα, πώς ήταν μπορούσε έτσι να ξεχνά κάθε μέρα ο Άλφρεδ, και η θλίψη του δέν της δηλωνόταν ούτε με μιά λέξη ή έκφραση του προσώπου του.: [108, 1347, 225, 1507]
thanks-signatory: Η αδελφή Κούλα Θεοδωροπούλου (Μίνια): [372, 982, 567, 993]
page-number: Σελίς 2α: [37, 24, 114, 42]
auction-agent: ΝΙΚΟΛΑΟΣ ΑΝΔΡΙΤΣΑΚΗΣ: [1312, 1382, 1411, 1406]
thanks-text: Πάντας τους καθ' οιονδήποτε τρόπον συμμετασχόντας εις το πένθος μας επί τη απώλεια του λατρευτού μας συζύγου, πατρός και πάππου ΝΙΚΗΤΑ ΑΝΔΡΕΟΥ ΚΑΤΣΟΥΛΗ ευχαριστούμεν θερμώς.: [372, 852, 667, 931]
cinema-heading-1: ΑΙ ΠΛΗΡΟΦΟΡΙΑΙ ΜΑΣ ΔΙΑ ΤΑ: [141, 47, 380, 70]
table-cell: 850: [1055, 1370, 1074, 1382]
thanks-list: [372, 934, 667, 1005]
syria-subheading: Η πολιτική αστάθεια συνεχίζεται: [1143, 148, 1397, 166]
radio-program-item: 24.00 Ελαφρά ελληνική μουσική: [108, 748, 220, 771]
syria-kicker: Μετά τό χωριστικόν κίνημα: [1151, 48, 1389, 67]
divider: [1090, 1005, 1450, 1007]
column-divider: [684, 48, 685, 1983]
radio-program-item: 23.00 Ποικίλη μουσική: [231, 489, 339, 500]
divider: [362, 92, 676, 94]
paragraph: — Αύριον εορτάζουν οι Σπυρίδωνες και Σπυριδούλες. Χρόνια πολλά.: [362, 183, 676, 214]
athens-radio-day: ΤΕΤΑΡΤΗ 13 Δεκεμβρίου: [108, 569, 226, 580]
paragraph: ΛΟΝΔΙΝΟΝ, Δεκέμβριος. Τόσον εις τους κύκλους της Βρεττανικής Αυλής όσον και εις την λαϊκήν κοινωνίαν, γίνεται πολύς λόγος περί των οικογενειακών προβλημάτων του πρίγκηπος Φιλίππου, συζύγου της Βασιλίσσης Ελισάβετ.: [691, 860, 1076, 923]
cairo-radio-program: [108, 417, 349, 525]
paragraph: Η Συντακτική Συνέλευσις της Συρίας, συνελθούσα χθές εις συνεδρίαν, εξέλεξεν ώς πρόεδρον τόν Μααμούν Κοζμπάρυ, με 124 ψήφους.: [1090, 178, 1266, 257]
paragraph: — Αύριον βράδυ η ΑΕΕΛ και η Αλεξανδρινή Ορχήστρα δίδουν κοινή συναυλία εις το Κέντρον της οδού Σερίφ. Είσοδος δια προσκλήσεων.: [362, 423, 676, 469]
paragraph: Η ΗΑΑ θα ανακοινώσει νέαν διεύθυνσιν εις την Λευκωσίαν, θα διευθύνη ένας γνωστός αξιωματούχος.: [1090, 759, 1266, 822]
bourse-tables: [691, 1331, 1076, 1447]
paragraph: Χθές ώραν 6.20 μ.μ. αφίχθη εις τόν αερολιμένα του Καΐρου ο Αρχηγός του Κόμματος των Φιλελευθέρων κ. Σοφοκλής Βενιζέλος, μετά της συζύγου του.: [1090, 1060, 1266, 1156]
cotton-heading: ΖΗΤΗΜΑΤΑ ΒΑΜΒΑΚΟΣ: [1136, 1304, 1220, 1331]
